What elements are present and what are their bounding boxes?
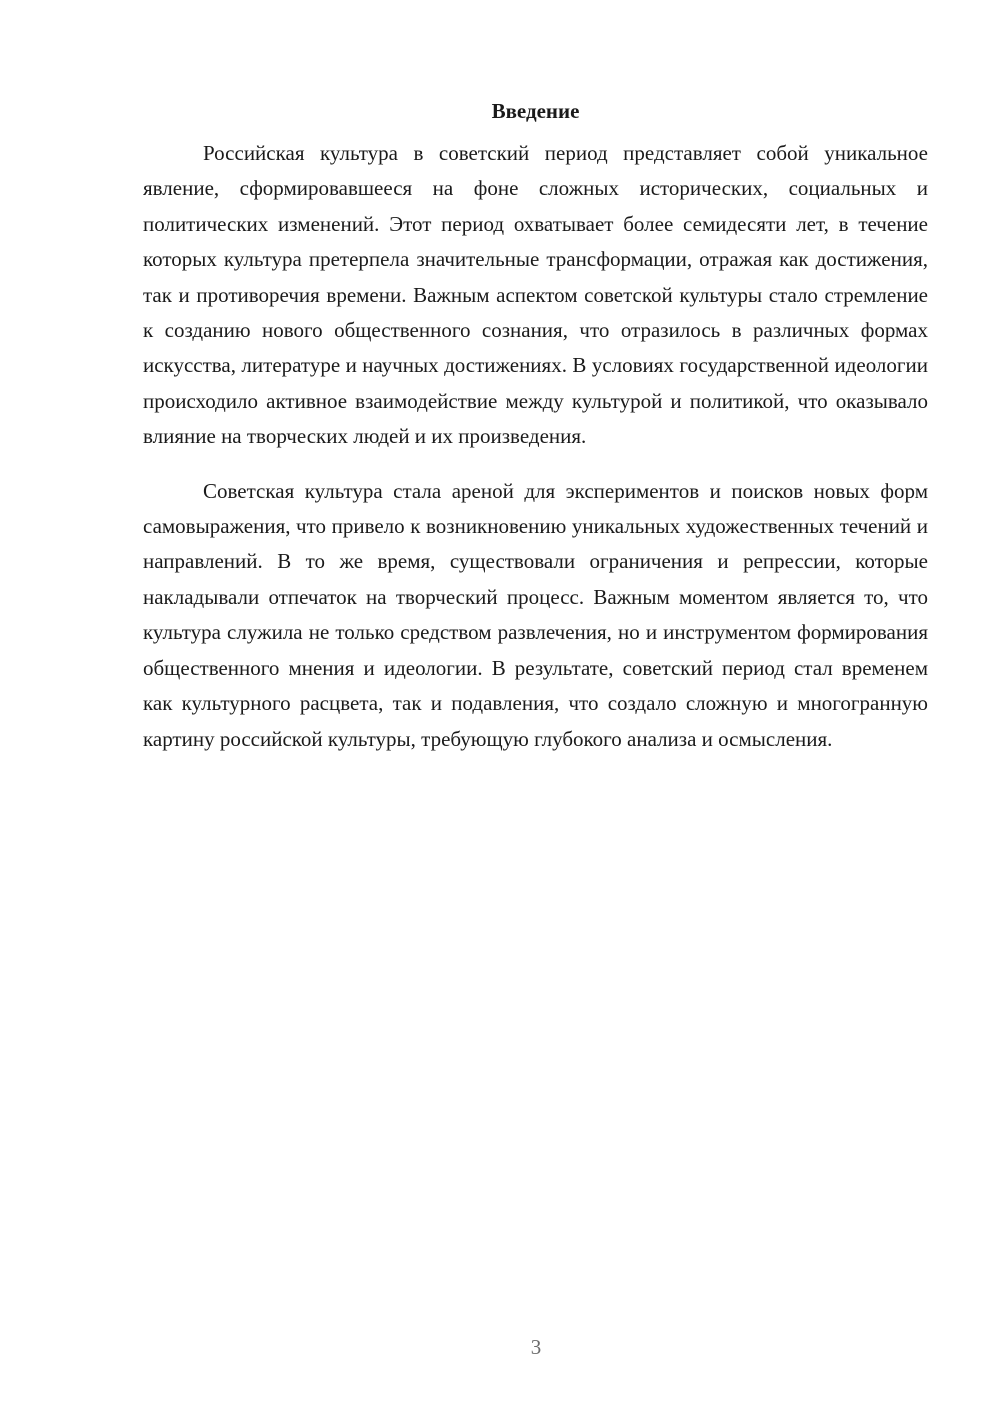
paragraph-1: Российская культура в советский период представляет собой уникальное явление, сформировавшееся на фоне сложных исторических, социальных и политических изменений. Этот период охватывает более семидесяти лет, в течение которых культура претерпела значительные трансформации, отражая как достижения, так и противоречия времени. Важным аспектом советской культуры стало стремление к созданию нового общественного сознания, что отразилось в различных формах искусства, литературе и научных достижениях. В условиях государственной идеологии происходило активное взаимодействие между культурой и политикой, что оказывало влияние на творческих людей и их произведения. (143, 141, 928, 449)
paragraph-2: Советская культура стала ареной для экспериментов и поисков новых форм самовыражения, что привело к возникновению уникальных художественных течений и направлений. В то же время, существовали ограничения и репрессии, которые накладывали отпечаток на творческий процесс. Важным моментом является то, что культура служила не только средством развлечения, но и инструментом формирования общественного мнения и идеологии. В результате, советский период стал временем как культурного расцвета, так и подавления, что создало сложную и многогранную картину российской культуры, требующую глубокого анализа и осмысления. (143, 478, 928, 751)
section-heading: Введение (491, 99, 580, 123)
page-number: 3 (530, 1335, 542, 1359)
page-body (143, 96, 928, 757)
